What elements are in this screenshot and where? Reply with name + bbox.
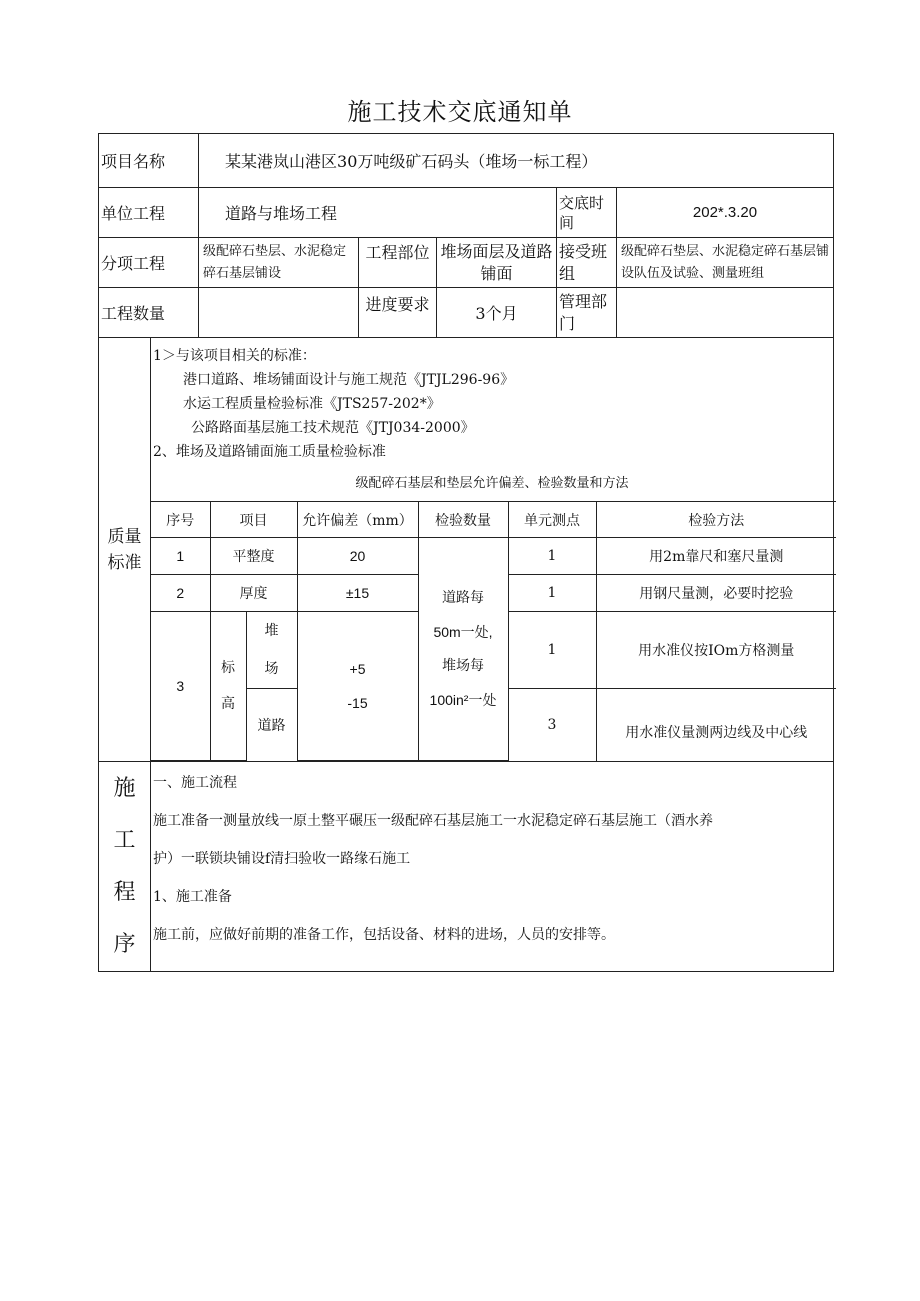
- quality-label-top: 质量: [107, 526, 142, 547]
- item-sub-char: 堆: [264, 623, 279, 639]
- procedure-content: [151, 762, 834, 972]
- procedure-line: 护）一联锁块铺设f清扫验收一路缘石施工: [153, 851, 411, 867]
- procedure-label-char: 施: [113, 775, 136, 801]
- cell-method: 用2m靠尺和塞尺量测: [596, 538, 836, 575]
- procedure-label-char: 序: [113, 931, 136, 957]
- section-2-heading: 2、堆场及道路铺面施工质量检验标准: [153, 444, 386, 460]
- procedure-line: 施工准备一测量放线一原土整平碾压一级配碎石基层施工一水泥稳定碎石基层施工（酒水养: [153, 813, 713, 829]
- progress-label: 进度要求: [359, 288, 437, 338]
- cell-item-main: [210, 612, 246, 761]
- qty-label: 工程数量: [99, 288, 199, 338]
- cell-points: 1: [508, 575, 596, 612]
- cell-inspect-qty: [418, 538, 508, 761]
- standard-item: 港口道路、堆场铺面设计与施工规范《JTJL296-96》: [183, 372, 515, 388]
- inspect-line: 100in²一处: [429, 692, 497, 708]
- cell-no: 2: [151, 575, 210, 612]
- inspect-line: 堆场每: [442, 658, 484, 674]
- col-header: 项目: [210, 502, 297, 538]
- col-header: 单元测点: [508, 502, 596, 538]
- standards-intro: 1＞与该项目相关的标准：: [153, 348, 316, 364]
- cell-tolerance: ±15: [297, 575, 418, 612]
- sub-label: 分项工程: [99, 238, 199, 288]
- unit-label: 单位工程: [99, 188, 199, 238]
- col-header: 检验方法: [596, 502, 836, 538]
- cell-item-sub: [246, 612, 297, 689]
- notice-table: [98, 133, 834, 972]
- col-header: 序号: [151, 502, 210, 538]
- cell-item: 平整度: [210, 538, 297, 575]
- cell-no: 3: [151, 612, 210, 761]
- procedure-label-char: 工: [113, 827, 136, 853]
- cell-tolerance: [297, 612, 418, 761]
- quality-content: [151, 338, 834, 762]
- item-main-char: 高: [221, 696, 235, 712]
- tolerance-table: [151, 501, 836, 761]
- cell-method: 用水准仪按IOm方格测量: [596, 612, 836, 689]
- project-label: 项目名称: [99, 134, 199, 188]
- cell-method: 用钢尺量测，必要时挖验: [596, 575, 836, 612]
- cell-points: 1: [508, 538, 596, 575]
- standard-item: 水运工程质量检验标准《JTS257-202*》: [183, 396, 441, 412]
- part-label: 工程部位: [359, 238, 437, 288]
- page-title: 施工技术交底通知单: [347, 98, 573, 126]
- team-value: 级配碎石垫层、水泥稳定碎石基层铺设队伍及试验、测量班组: [617, 238, 834, 288]
- col-header: 允许偏差（mm）: [297, 502, 418, 538]
- cell-points: 1: [508, 612, 596, 689]
- project-value: 某某港岚山港区30万吨级矿石码头（堆场一标工程）: [199, 134, 834, 188]
- progress-value: 3个月: [437, 288, 557, 338]
- procedure-line: 施工前，应做好前期的准备工作，包括设备、材料的进场，人员的安排等。: [153, 927, 615, 943]
- quality-label-bottom: 标准: [107, 552, 142, 573]
- qty-value: [199, 288, 359, 338]
- date-value: 202*.3.20: [617, 188, 834, 238]
- procedure-label: [99, 762, 151, 972]
- table-caption: 级配碎石基层和垫层允许偏差、检验数量和方法: [355, 476, 629, 491]
- tolerance-value: +5: [349, 661, 366, 677]
- cell-item-sub: 道路: [246, 689, 297, 761]
- cell-tolerance: 20: [297, 538, 418, 575]
- procedure-line: 1、施工准备: [153, 889, 232, 905]
- standard-item: 公路路面基层施工技术规范《JTJ034-2000》: [191, 420, 475, 436]
- item-main-char: 标: [221, 660, 235, 676]
- tolerance-value: -15: [347, 695, 368, 711]
- table-row: [151, 538, 836, 575]
- cell-item: 厚度: [210, 575, 297, 612]
- item-sub-char: 场: [264, 661, 279, 677]
- cell-method: 用水准仪量测两边线及中心线: [596, 689, 836, 761]
- cell-no: 1: [151, 538, 210, 575]
- team-label: 接受班组: [557, 238, 617, 288]
- inspect-line: 50m一处,: [433, 624, 493, 640]
- procedure-line: 一、施工流程: [153, 775, 237, 791]
- col-header: 检验数量: [418, 502, 508, 538]
- procedure-label-char: 程: [113, 879, 136, 905]
- quality-label: [99, 338, 151, 762]
- unit-value: 道路与堆场工程: [199, 188, 557, 238]
- sub-value: 级配碎石垫层、水泥稳定碎石基层铺设: [199, 238, 359, 288]
- part-value: 堆场面层及道路铺面: [437, 238, 557, 288]
- dept-label: 管理部门: [557, 288, 617, 338]
- dept-value: [617, 288, 834, 338]
- date-label: 交底时间: [557, 188, 617, 238]
- inspect-line: 道路每: [442, 590, 484, 606]
- cell-points: 3: [508, 689, 596, 761]
